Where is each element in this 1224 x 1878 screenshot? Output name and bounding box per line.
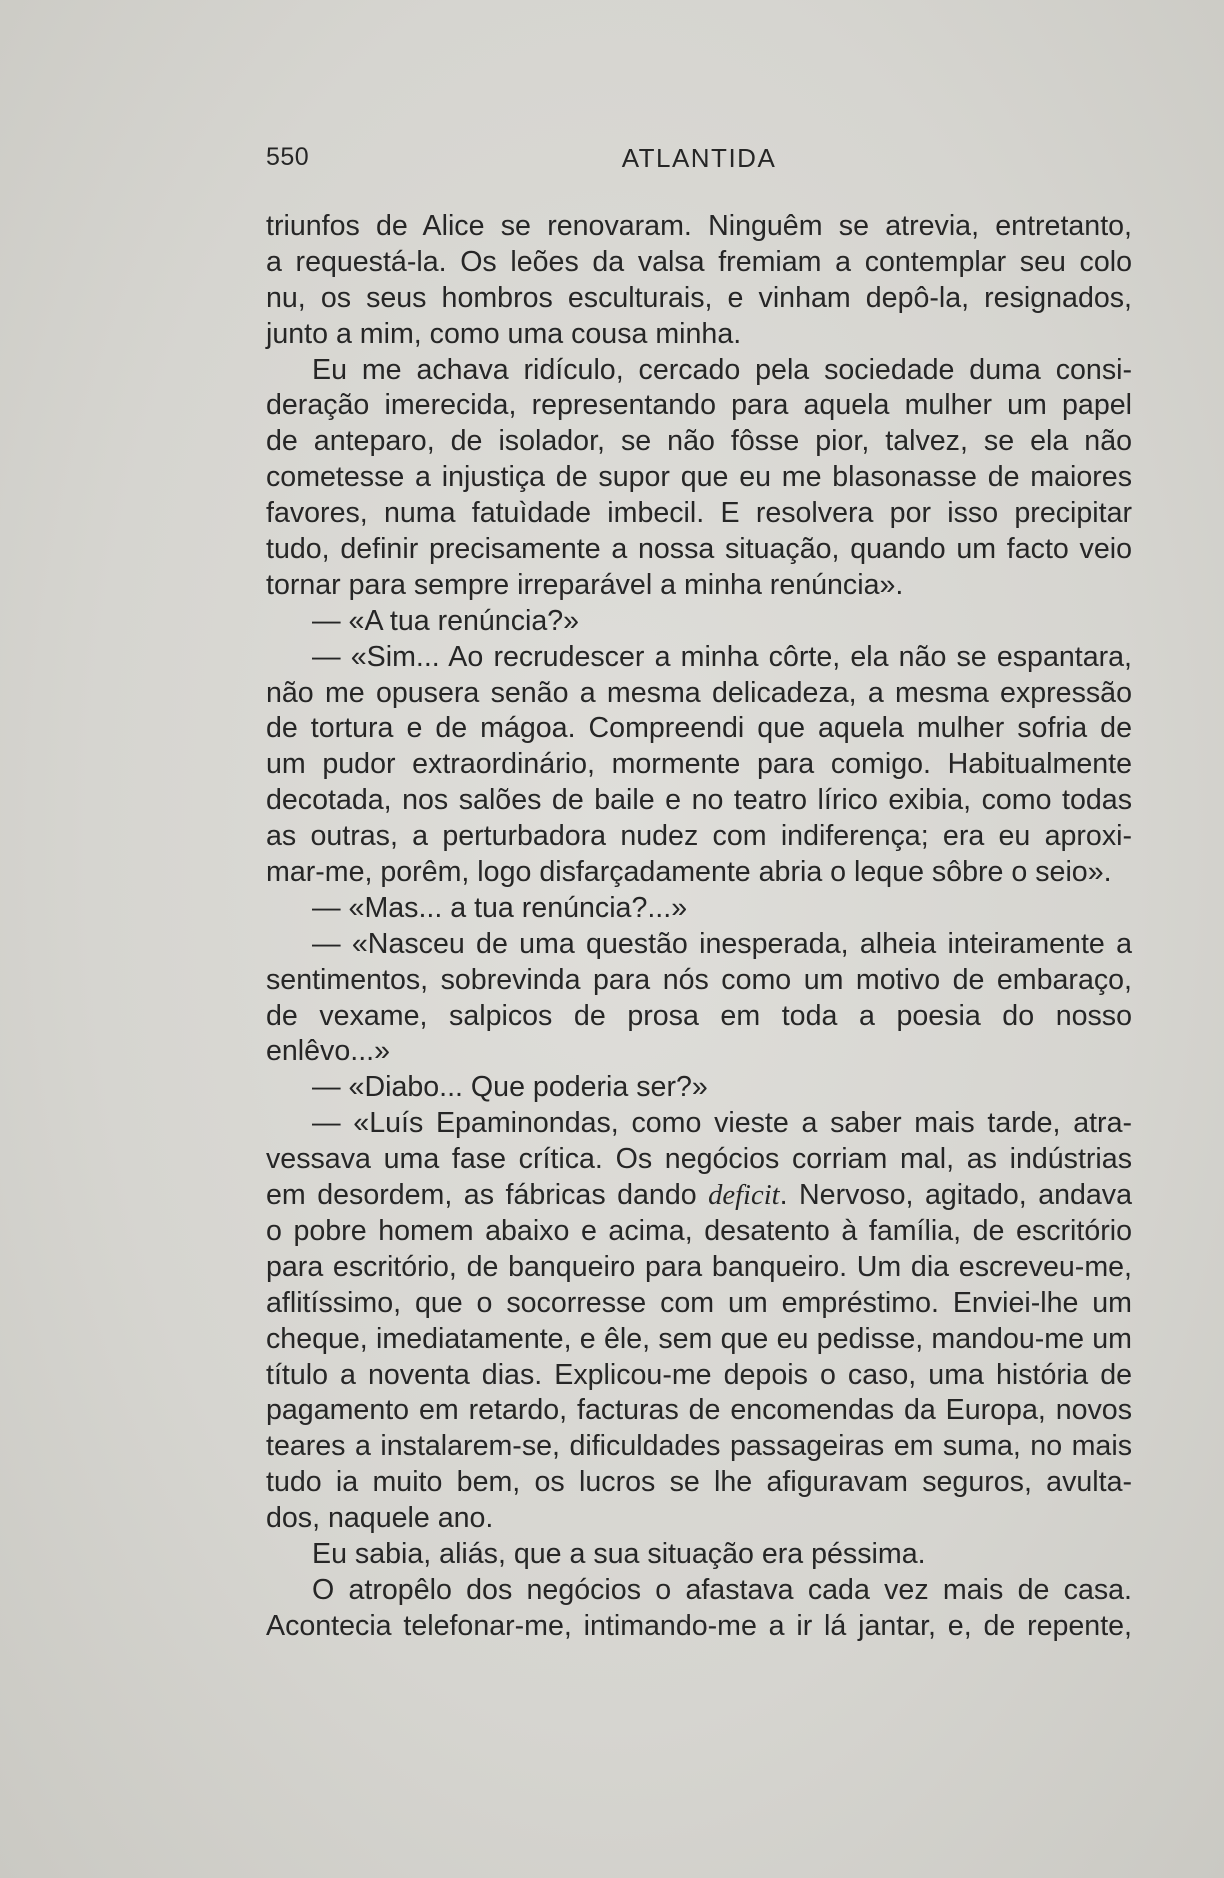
text-line: junto a mim, como uma cousa minha. [266, 317, 742, 350]
text-line: — «A tua renúncia?» [312, 604, 580, 637]
text-line: de vexame, salpicos de prosa em toda a poesia do nosso [266, 999, 1132, 1032]
text-line: mar-me, porêm, logo disfarçadamente abria o leque sôbre o seio». [266, 856, 1112, 889]
text-line: enlêvo...» [266, 1035, 390, 1068]
running-title: ATLANTIDA [621, 143, 777, 173]
text-line: para escritório, de banqueiro para banqueiro. Um dia escreveu-me, [266, 1250, 1132, 1283]
text-line-part: . Nervoso, agitado, andava [779, 1179, 1132, 1212]
text-line: cometesse a injustiça de supor que eu me blasonasse de maiores [266, 461, 1132, 494]
text-line: tudo ia muito bem, os lucros se lhe afiguravam seguros, avulta- [266, 1466, 1132, 1499]
text-line: dos, naquele ano. [266, 1502, 494, 1535]
text-line: a requestá-la. Os leões da valsa fremiam a contemplar seu colo [266, 245, 1132, 278]
text-line: aflitíssimo, que o socorresse com um empréstimo. Enviei-lhe um [266, 1286, 1132, 1319]
text-line: título a noventa dias. Explicou-me depois o caso, uma história de [266, 1358, 1132, 1391]
text-line: triunfos de Alice se renovaram. Ninguêm se atrevia, entretanto, [266, 210, 1132, 242]
text-line: — «Sim... Ao recrudescer a minha côrte, ela não se espantara, [312, 640, 1132, 673]
text-line: decotada, nos salões de baile e no teatro lírico exibia, como todas [266, 784, 1132, 817]
page-number: 550 [266, 143, 310, 171]
text-line: — «Mas... a tua renúncia?...» [312, 891, 688, 924]
page-header [266, 143, 1132, 183]
text-line: cheque, imediatamente, e êle, sem que eu pedisse, mandou-me um [266, 1322, 1132, 1355]
text-line: de tortura e de mágoa. Compreendi que aquela mulher sofria de [266, 712, 1132, 745]
text-line: de anteparo, de isolador, se não fôsse pior, talvez, se ela não [266, 425, 1132, 458]
text-line: tornar para sempre irreparável a minha renúncia». [266, 568, 904, 601]
text-line: teares a instalarem-se, dificuldades passageiras em suma, no mais [266, 1430, 1132, 1463]
text-line: favores, numa fatuìdade imbecil. E resolvera por isso precipitar [266, 497, 1132, 530]
text-line: o pobre homem abaixo e acima, desatento à família, de escritório [266, 1214, 1132, 1247]
text-line: nu, os seus hombros esculturais, e vinham depô-la, resignados, [266, 281, 1132, 314]
text-line: não me opusera senão a mesma delicadeza, a mesma expressão [266, 676, 1132, 709]
text-line: — «Nasceu de uma questão inesperada, alheia inteiramente a [312, 927, 1132, 960]
text-line: um pudor extraordinário, mormente para comigo. Habitualmente [266, 748, 1132, 781]
text-line [266, 1178, 1132, 1214]
text-line: — «Luís Epaminondas, como vieste a saber mais tarde, atra- [312, 1107, 1132, 1140]
text-line: vessava uma fase crítica. Os negócios corriam mal, as indústrias [266, 1143, 1132, 1176]
text-line: tudo, definir precisamente a nossa situação, quando um facto veio [266, 533, 1132, 566]
text-line: Eu sabia, aliás, que a sua situação era péssima. [312, 1537, 926, 1570]
text-line: as outras, a perturbadora nudez com indiferença; era eu aproxi- [266, 820, 1132, 853]
text-line: O atropêlo dos negócios o afastava cada vez mais de casa. [312, 1573, 1132, 1606]
text-line: Eu me achava ridículo, cercado pela sociedade duma consi- [312, 353, 1132, 386]
text-line: Acontecia telefonar-me, intimando-me a ir lá jantar, e, de repente, [266, 1609, 1132, 1642]
text-line: pagamento em retardo, facturas de encomendas da Europa, novos [266, 1394, 1132, 1427]
italic-term: deficit [708, 1180, 780, 1212]
text-line-part: em desordem, as fábricas dando [266, 1179, 709, 1212]
text-line: sentimentos, sobrevinda para nós como um motivo de embaraço, [266, 963, 1132, 996]
text-line: deração imerecida, representando para aquela mulher um papel [266, 389, 1132, 422]
text-line: — «Diabo... Que poderia ser?» [312, 1071, 708, 1104]
body-text [266, 209, 1132, 1645]
